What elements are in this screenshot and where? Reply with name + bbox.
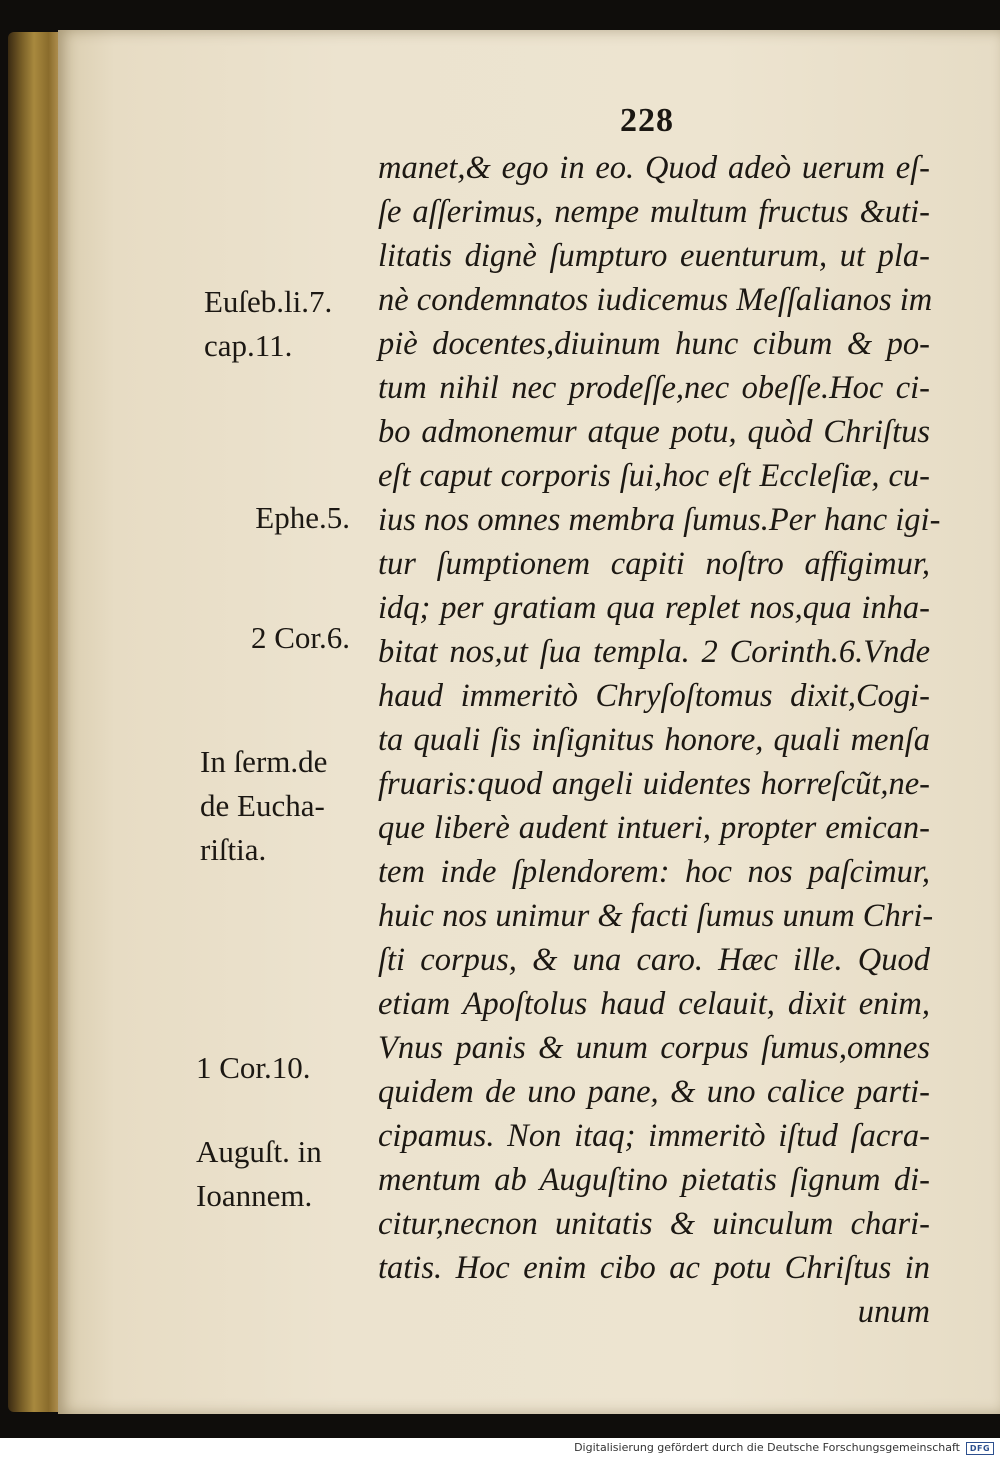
body-line: que liberè audent intueri, propter emican- [378, 810, 930, 846]
body-line: nè condemnatos iudicemus Meſſalianos im [378, 282, 933, 318]
margin-note: riſtia. [200, 832, 267, 867]
body-line: Vnus panis & unum corpus ſumus,omnes [378, 1030, 930, 1066]
body-line: quidem de uno pane, & uno calice parti- [378, 1074, 930, 1110]
catchword: unum [857, 1294, 930, 1330]
body-line: tur ſumptionem capiti noſtro affigimur, [378, 546, 930, 582]
margin-note: Ephe.5. [255, 500, 350, 535]
body-line: tem inde ſplendorem: hoc nos paſcimur, [378, 854, 930, 890]
margin-note: de Eucha- [200, 788, 325, 823]
footer-bar [0, 1438, 1000, 1459]
body-line: ta quali ſis inſignitus honore, quali menſa [378, 722, 930, 758]
body-line: mentum ab Auguſtino pietatis ſignum di- [378, 1162, 930, 1198]
body-line: litatis dignè ſumpturo euenturum, ut pla- [378, 238, 930, 274]
body-line: manet,& ego in eo. Quod adeò uerum eſ- [378, 150, 930, 186]
body-line: ſe aſſerimus, nempe multum fructus &uti- [378, 194, 930, 230]
funding-credit: Digitalisierung gefördert durch die Deutsche Forschungsgemeinschaft [574, 1441, 960, 1454]
body-line: cipamus. Non itaq; immeritò iſtud ſacra- [378, 1118, 930, 1154]
page-number: 228 [620, 102, 674, 139]
body-line: citur,necnon unitatis & uinculum chari- [378, 1206, 930, 1242]
body-line: tum nihil nec prodeſſe,nec obeſſe.Hoc ci- [378, 370, 930, 406]
body-line: bitat nos,ut ſua templa. 2 Corinth.6.Vnde [378, 634, 930, 670]
margin-note: cap.11. [204, 328, 293, 363]
margin-note: Euſeb.li.7. [204, 284, 333, 319]
body-line: ſti corpus, & una caro. Hæc ille. Quod [378, 942, 930, 978]
body-line: idq; per gratiam qua replet nos,qua inha- [378, 590, 930, 626]
body-line: piè docentes,diuinum hunc cibum & po- [378, 326, 930, 362]
body-line: ius nos omnes membra ſumus.Per hanc igi- [378, 502, 941, 538]
body-line: haud immeritò Chryſoſtomus dixit,Cogi- [378, 678, 930, 714]
body-line: bo admonemur atque potu, quòd Chriſtus [378, 414, 930, 450]
margin-note: In ſerm.de [200, 744, 328, 779]
dfg-logo-text: DFG [969, 1444, 991, 1453]
margin-note: 2 Cor.6. [250, 620, 350, 655]
body-line: huic nos unimur & facti ſumus unum Chri- [378, 898, 934, 934]
dfg-logo [966, 1442, 994, 1455]
margin-note: 1 Cor.10. [196, 1050, 311, 1085]
body-line: fruaris:quod angeli uidentes horreſcũt,ne- [378, 766, 930, 802]
margin-note: Ioannem. [196, 1178, 313, 1213]
body-line: etiam Apoſtolus haud celauit, dixit enim, [378, 986, 930, 1022]
body-line: eſt caput corporis ſui,hoc eſt Eccleſiæ, cu- [378, 458, 930, 494]
body-line: tatis. Hoc enim cibo ac potu Chriſtus in [378, 1250, 930, 1286]
margin-note: Auguſt. in [196, 1134, 322, 1169]
